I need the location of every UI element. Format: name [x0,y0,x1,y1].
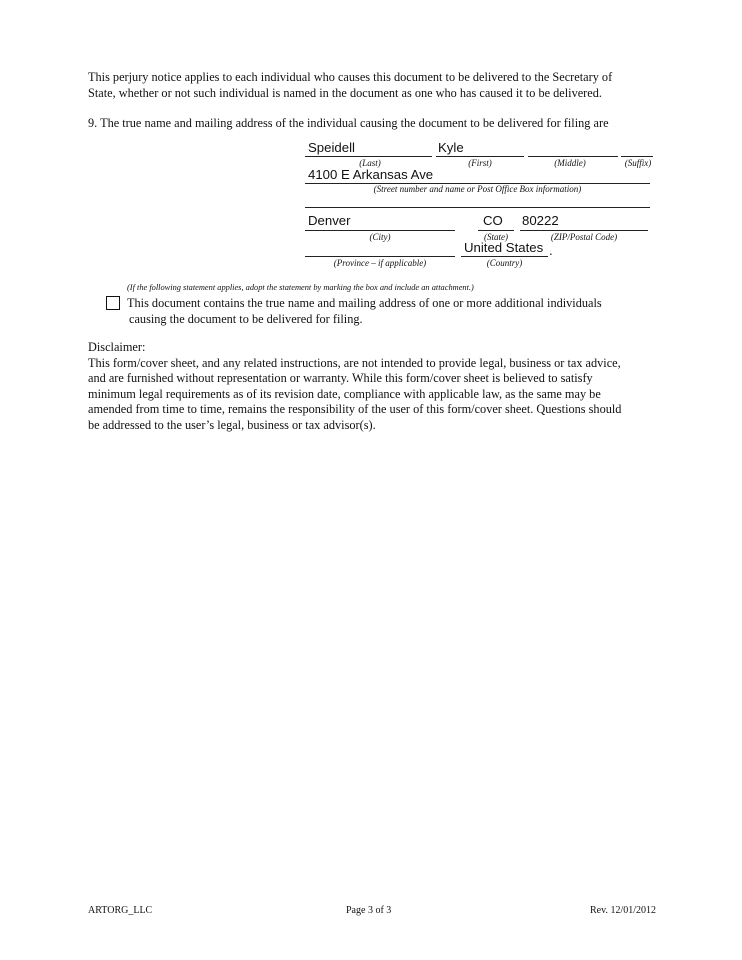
first-caption: (First) [468,158,492,168]
perjury-notice [88,70,612,101]
last-name-field[interactable]: Speidell [308,140,355,155]
perjury-notice-line-2: State, whether or not such individual is named in the document as one who has caused it to be delivered. [88,85,602,100]
disclaimer [88,340,621,433]
street-field[interactable]: 4100 E Arkansas Ave [308,167,434,182]
disclaimer-line: This form/cover sheet, and any related instructions, are not intended to provide legal, business or tax advice, [88,355,621,370]
zip-field[interactable]: 80222 [522,213,559,228]
attachment-statement-line-2: causing the document to be delivered for filing. [129,312,363,326]
street-caption: (Street number and name or Post Office Box information) [373,184,582,194]
last-name-underline [305,156,432,157]
street-second-line-underline [305,207,650,208]
disclaimer-line: minimum legal requirements as of its revision date, compliance with applicable law, as the same may be [88,386,601,401]
disclaimer-line: be addressed to the user’s legal, business or tax advisor(s). [88,417,376,432]
state-field[interactable]: CO [483,213,503,228]
province-underline [305,256,455,257]
zip-underline [520,230,648,231]
city-caption: (City) [369,232,391,242]
additional-individuals-checkbox[interactable] [106,296,120,310]
middle-name-underline [528,156,618,157]
disclaimer-heading: Disclaimer: [88,340,146,354]
footer-page-number: Page 3 of 3 [346,905,392,916]
footer-form-id: ARTORG_LLC [88,905,153,916]
disclaimer-line: and are furnished without representation or warranty. While this form/cover sheet is believed to satisfy [88,371,593,385]
suffix-caption: (Suffix) [624,158,652,168]
state-underline [478,230,514,231]
country-underline [461,256,548,257]
suffix-underline [621,156,653,157]
country-trailing-period: . [549,243,553,258]
middle-caption: (Middle) [554,158,586,168]
attachment-statement-line-1: This document contains the true name and mailing address of one or more additional individuals [127,296,602,310]
city-field[interactable]: Denver [308,213,351,228]
attachment-instruction: (If the following statement applies, adopt the statement by marking the box and include an attachment.) [127,283,474,292]
zip-caption: (ZIP/Postal Code) [550,232,618,242]
last-caption: (Last) [359,158,381,168]
first-name-underline [436,156,524,157]
country-field[interactable]: United States [464,240,544,255]
item-9-text: 9. The true name and mailing address of the individual causing the document to be delivered for filing are [88,116,609,130]
perjury-notice-line-1: This perjury notice applies to each individual who causes this document to be delivered to the Secretary of [88,70,613,84]
footer-revision: Rev. 12/01/2012 [590,905,657,916]
disclaimer-line: amended from time to time, remains the responsibility of the user of this form/cover sheet. Questions should [88,402,622,416]
country-caption: (Country) [486,258,523,268]
state-caption: (State) [484,232,508,242]
province-caption: (Province – if applicable) [333,258,427,268]
city-underline [305,230,455,231]
first-name-field[interactable]: Kyle [438,140,464,155]
